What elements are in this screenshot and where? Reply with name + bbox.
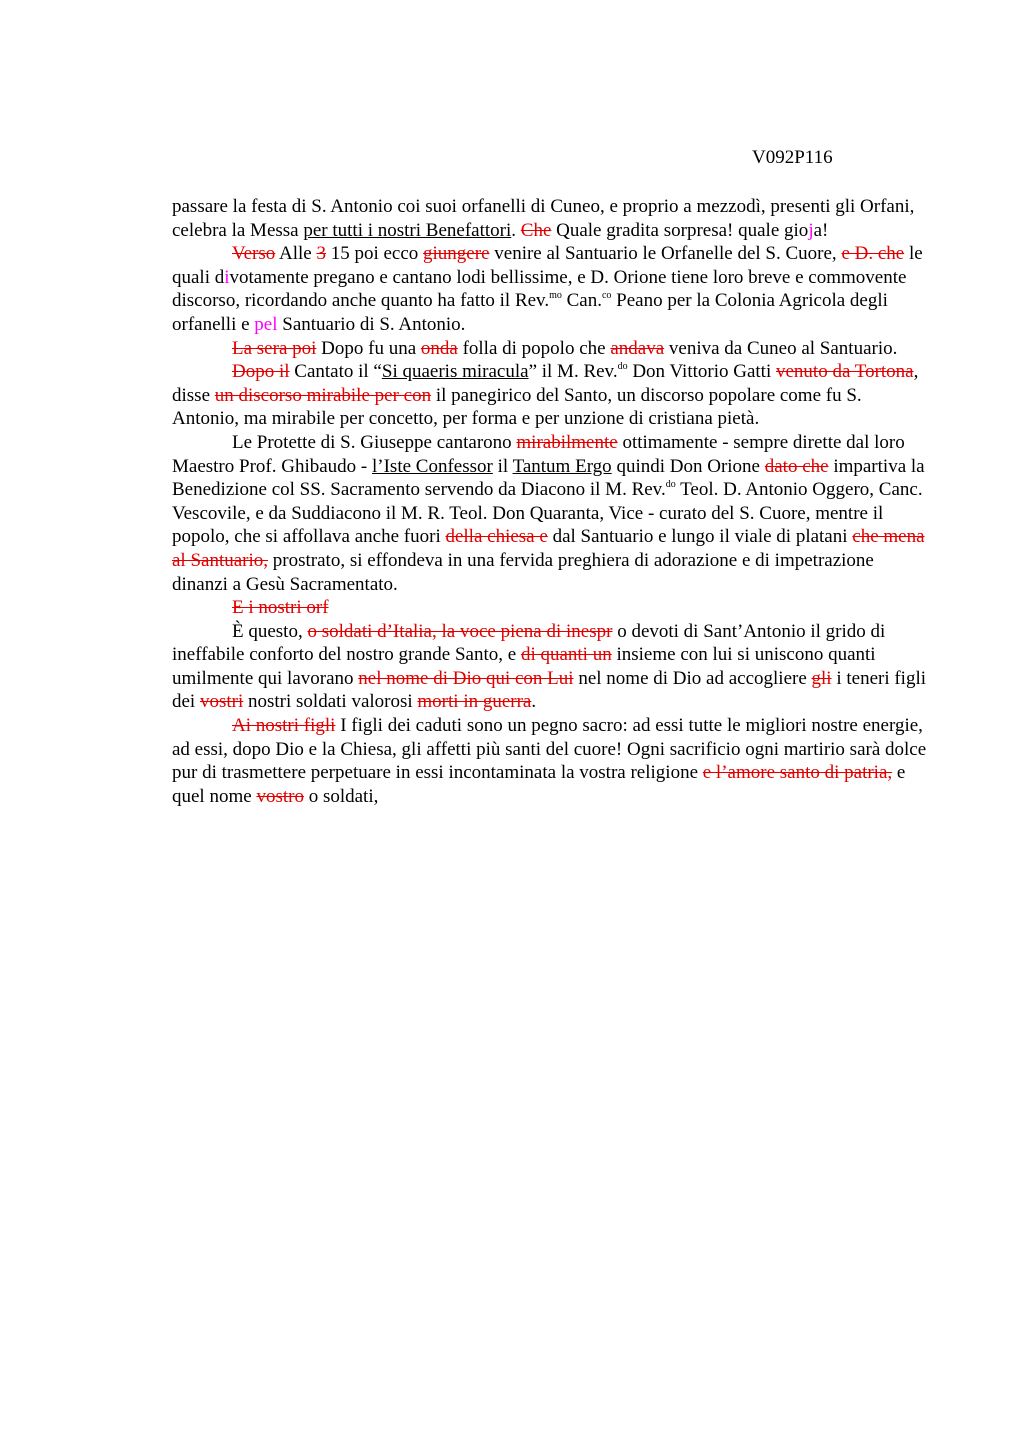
text: . xyxy=(531,691,537,713)
text: Quale gradita sorpresa! quale gio xyxy=(551,219,809,241)
deleted-text: Ai nostri figli xyxy=(232,715,336,737)
deleted-text: E i nostri orf xyxy=(232,597,329,619)
deleted-text: 3 xyxy=(316,243,326,265)
deleted-text: venuto da Tortona xyxy=(775,361,914,383)
inserted-letter: j xyxy=(808,219,814,241)
text: passare la festa di S. Antonio coi suoi orfanelli di Cuneo, e proprio a mezzodì, presenti gli Orfani, celebra la Messa xyxy=(172,196,915,241)
text: È questo, xyxy=(232,620,308,642)
deleted-text: morti in guerra xyxy=(417,691,532,713)
superscript: do xyxy=(617,361,628,373)
text: Peano per la Colonia Agricola degli orfanelli e xyxy=(172,290,888,335)
text: il panegirico del Santo, un discorso popolare come fu S. Antonio, ma mirabile per concetto, per forma e per unzione di cristiana pietà. xyxy=(172,384,862,430)
text: o devoti di Sant’Antonio il grido di ineffabile conforto del nostro grande Santo, e xyxy=(172,620,886,666)
deleted-text: Verso xyxy=(232,243,276,265)
underlined-text: Tantum Ergo xyxy=(512,455,612,477)
text: votamente pregano e cantano lodi bellissime, e D. Orione tiene loro breve e commovente discorso, ricordando anche quanto ha fatto il Rev. xyxy=(172,266,907,312)
deleted-text: vostri xyxy=(199,691,244,713)
text: Le Protette di S. Giuseppe cantarono xyxy=(232,431,517,453)
deleted-text: La sera poi xyxy=(232,337,317,359)
deleted-text: gli xyxy=(811,667,832,689)
deleted-text: che mena al Santuario, xyxy=(172,526,925,571)
paragraph-4 xyxy=(172,360,928,431)
text: venire al Santuario le Orfanelle del S. Cuore, xyxy=(489,243,842,265)
document-body xyxy=(172,195,928,808)
text: ” il M. Rev. xyxy=(528,361,618,383)
deleted-text: nel nome di Dio qui con Lui xyxy=(358,667,574,689)
deleted-text: Che xyxy=(520,219,552,241)
underlined-text: l’Iste Confessor xyxy=(372,455,493,477)
text: veniva da Cuneo al Santuario. xyxy=(664,337,898,359)
page-identifier: V092P116 xyxy=(752,147,833,168)
superscript: mo xyxy=(549,290,562,302)
inserted-word: pel xyxy=(254,313,278,335)
text: nostri soldati valorosi xyxy=(243,691,418,713)
text: impartiva la Benedizione col SS. Sacramento servendo da Diacono il M. Rev. xyxy=(172,455,925,501)
deleted-text: di quanti un xyxy=(520,644,612,666)
text: Don Vittorio Gatti xyxy=(627,361,776,383)
text: a! xyxy=(813,219,829,241)
text: I figli dei caduti sono un pegno sacro: ad essi tutte le migliori nostre energie, ad essi, dopo Dio e la Chiesa, gli affetti più santi del cuore! Ogni sacrificio ogni martirio sarà dolce pur di trasmettere perpetuare in essi incontaminata la vostra religione xyxy=(172,715,927,784)
text: Can. xyxy=(561,290,602,312)
text: Santuario di S. Antonio. xyxy=(277,313,466,335)
deleted-text: vostro xyxy=(256,785,304,807)
text: insieme con lui si uniscono quanti umilmente qui lavorano xyxy=(172,644,876,689)
text: Alle xyxy=(275,243,317,265)
inserted-letter: i xyxy=(224,266,230,288)
text: i teneri figli dei xyxy=(172,667,927,713)
deleted-text: mirabilmente xyxy=(516,431,618,453)
text: quindi Don Orione xyxy=(611,455,765,477)
text: e quel nome xyxy=(172,762,906,807)
deleted-text: e D. che xyxy=(841,243,905,265)
deleted-text: Dopo il xyxy=(232,361,290,383)
paragraph-8 xyxy=(172,714,928,808)
text: Dopo fu una xyxy=(316,337,421,359)
paragraph-5 xyxy=(172,431,928,596)
text: nel nome di Dio ad accogliere xyxy=(573,667,812,689)
text: Teol. D. Antonio Oggero, Canc. Vescovile, e da Suddiacono il M. R. Teol. Don Quaranta, Vice - curato del S. Cuore, mentre il popolo, che si affollava anche fuori xyxy=(172,479,923,548)
superscript: do xyxy=(665,479,676,491)
text: o soldati, xyxy=(303,785,379,807)
paragraph-2 xyxy=(172,242,928,336)
text: Cantato il “ xyxy=(289,361,382,383)
text: folla di popolo che xyxy=(457,337,611,359)
text: ottimamente - sempre dirette dal loro Maestro Prof. Ghibaudo - xyxy=(172,431,905,477)
paragraph-6 xyxy=(172,596,928,620)
deleted-text: un discorso mirabile per con xyxy=(214,384,432,406)
deleted-text: giungere xyxy=(423,243,490,265)
underlined-text: Si quaeris miracula xyxy=(381,361,529,383)
paragraph-1 xyxy=(172,195,928,242)
text: prostrato, si effondeva in una fervida preghiera di adorazione e di impetrazione dinanzi a Gesù Sacramentato. xyxy=(172,549,874,595)
deleted-text: dato che xyxy=(764,455,829,477)
text: . xyxy=(511,219,521,241)
deleted-text: della chiesa e xyxy=(445,526,548,548)
deleted-text: o soldati d’Italia, la voce piena di inespr xyxy=(307,620,613,642)
underlined-text: per tutti i nostri Benefattori xyxy=(303,219,512,241)
paragraph-3 xyxy=(172,337,928,361)
deleted-text: onda xyxy=(420,337,458,359)
text: 15 poi ecco xyxy=(325,243,424,265)
text: , disse xyxy=(172,361,919,406)
text: dal Santuario e lungo il viale di platani xyxy=(547,526,853,548)
text: il xyxy=(492,455,513,477)
superscript: co xyxy=(601,290,612,302)
deleted-text: andava xyxy=(610,337,665,359)
paragraph-7 xyxy=(172,620,928,714)
deleted-text: e l’amore santo di patria, xyxy=(702,762,893,784)
text: le quali d xyxy=(172,243,923,288)
